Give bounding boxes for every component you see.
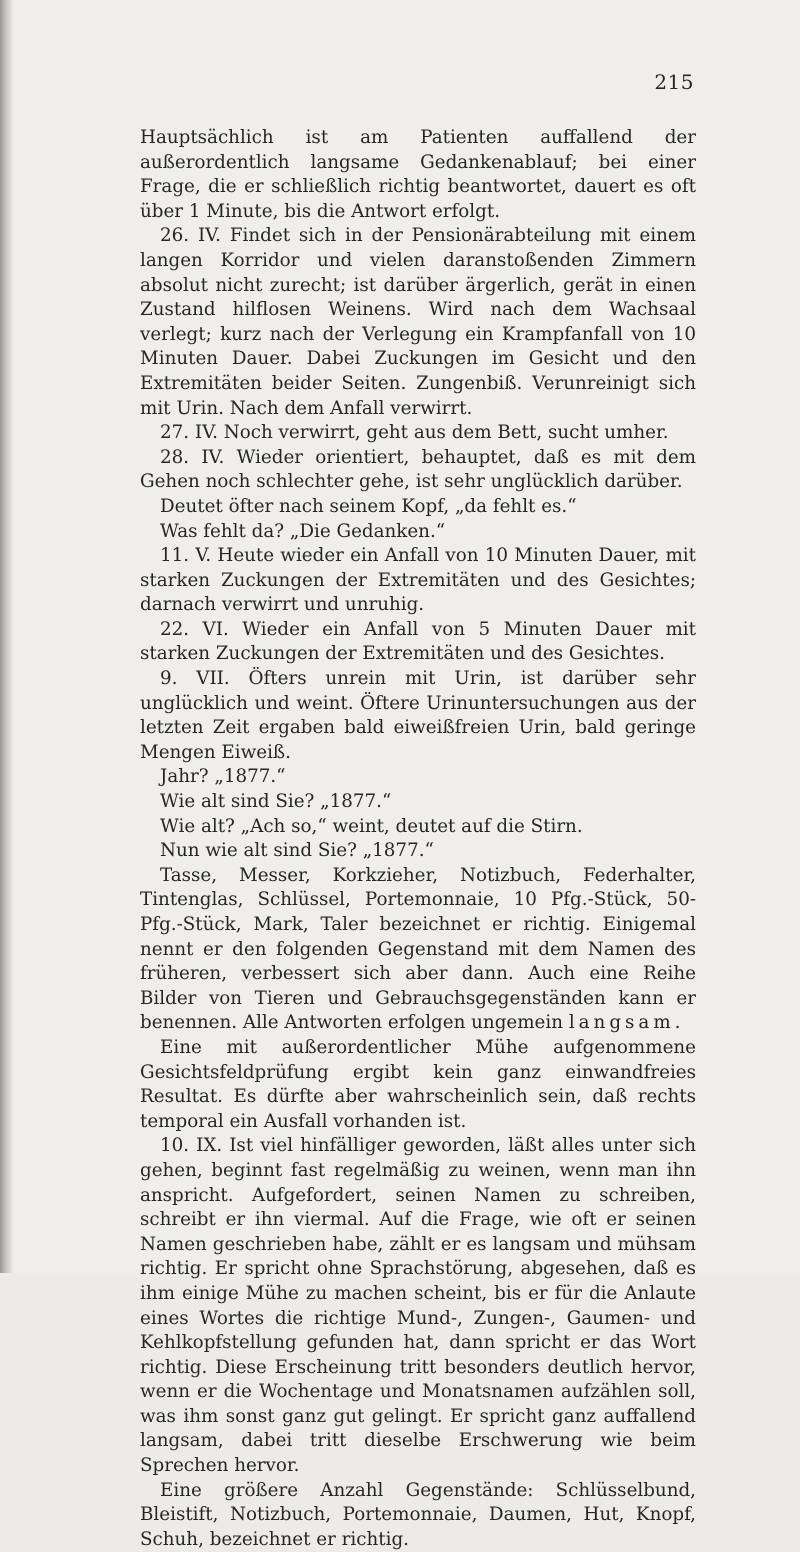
page-number: 215 xyxy=(654,70,694,94)
spaced-emphasis: langsam xyxy=(568,1012,675,1034)
sentence-end: . xyxy=(674,1012,681,1034)
paragraph: Eine größere Anzahl Gegenstände: Schlüsselbund, Bleistift, Notizbuch, Portemonnaie, Daumen, Hut, Knopf, Schuh, bezeichnet er richtig. xyxy=(140,1479,696,1550)
paragraph: Jahr? „1877.“ xyxy=(160,766,286,788)
paragraph: Wie alt? „Ach so,“ weint, deutet auf die Stirn. xyxy=(160,815,583,837)
paragraph: Wie alt sind Sie? „1877.“ xyxy=(160,791,392,813)
paragraph: Eine mit außerordentlicher Mühe aufgenommene Gesichtsfeldprüfung ergibt kein ganz einwandfreies Resultat. Es dürfte aber wahrscheinlich sein, daß rechts temporal ein Ausfall vorhanden ist. xyxy=(140,1036,696,1132)
page-body xyxy=(140,126,696,1552)
paragraph: 27. IV. Noch verwirrt, geht aus dem Bett, sucht umher. xyxy=(160,422,669,444)
paragraph: 22. VI. Wieder ein Anfall von 5 Minuten Dauer mit starken Zuckungen der Extremitäten und des Gesichtes. xyxy=(140,618,696,665)
paragraph: 26. IV. Findet sich in der Pensionärabteilung mit einem langen Korridor und vielen daranstoßenden Zimmern absolut nicht zurecht; ist darüber ärgerlich, gerät in einen Zustand hilflosen Weinens. Wird nach dem Wachsaal verlegt; kurz nach der Verlegung ein Krampfanfall von 10 Minuten Dauer. Dabei Zuckungen im Gesicht und den Extremitäten beider Seiten. Zungenbiß. Verunreinigt sich mit Urin. Nach dem Anfall verwirrt. xyxy=(140,225,696,419)
paragraph-text: Tasse, Messer, Korkzieher, Notizbuch, Federhalter, Tintenglas, Schlüssel, Portemonnaie, 10 Pfg.-Stück, 50-Pfg.-Stück, Mark, Taler bezeichnet er richtig. Einigemal nennt er den folgenden Gegenstand mit dem Namen des früheren, verbessert sich aber dann. Auch eine Reihe Bilder von Tieren und Gebrauchsgegenständen kann er benennen. Alle Antworten erfolgen ungemein xyxy=(140,864,696,1034)
paragraph: Deutet öfter nach seinem Kopf, „da fehlt es.“ xyxy=(160,495,577,517)
paragraph xyxy=(140,864,696,1036)
paragraph: 10. IX. Ist viel hinfälliger geworden, läßt alles unter sich gehen, beginnt fast regelmäßig zu weinen, wenn man ihn anspricht. Aufgefordert, seinen Namen zu schreiben, schreibt er ihn viermal. Auf die Frage, wie oft er seinen Namen geschrieben habe, zählt er es langsam und mühsam richtig. Er spricht ohne Sprachstörung, abgesehen, daß es ihm einige Mühe zu machen scheint, bis er für die Anlaute eines Wortes die richtige Mund-, Zungen-, Gaumen- und Kehlkopfstellung gefunden hat, dann spricht er das Wort richtig. Diese Erscheinung tritt besonders deutlich hervor, wenn er die Wochentage und Monatsnamen aufzählen soll, was ihm sonst ganz gut gelingt. Er spricht ganz auffallend langsam, dabei tritt dieselbe Erschwerung wie beim Sprechen hervor. xyxy=(140,1135,696,1477)
paragraph: 28. IV. Wieder orientiert, behauptet, daß es mit dem Gehen noch schlechter gehe, ist sehr unglücklich darüber. xyxy=(140,446,696,493)
paragraph: Was fehlt da? „Die Gedanken.“ xyxy=(160,520,446,542)
paragraph: 11. V. Heute wieder ein Anfall von 10 Minuten Dauer, mit starken Zuckungen der Extremitäten und des Gesichtes; darnach verwirrt und unruhig. xyxy=(140,545,696,616)
paragraph: Hauptsächlich ist am Patienten auffallend der außerordentlich langsame Gedankenablauf; bei einer Frage, die er schließlich richtig beantwortet, dauert es oft über 1 Minute, bis die Antwort erfolgt. xyxy=(140,127,696,222)
page-binding-shadow xyxy=(0,0,14,1273)
paragraph: 9. VII. Öfters unrein mit Urin, ist darüber sehr unglücklich und weint. Öftere Urinuntersuchungen aus der letzten Zeit ergaben bald eiweißfreien Urin, bald geringe Mengen Eiweiß. xyxy=(140,668,696,763)
paragraph: Nun wie alt sind Sie? „1877.“ xyxy=(160,840,434,862)
